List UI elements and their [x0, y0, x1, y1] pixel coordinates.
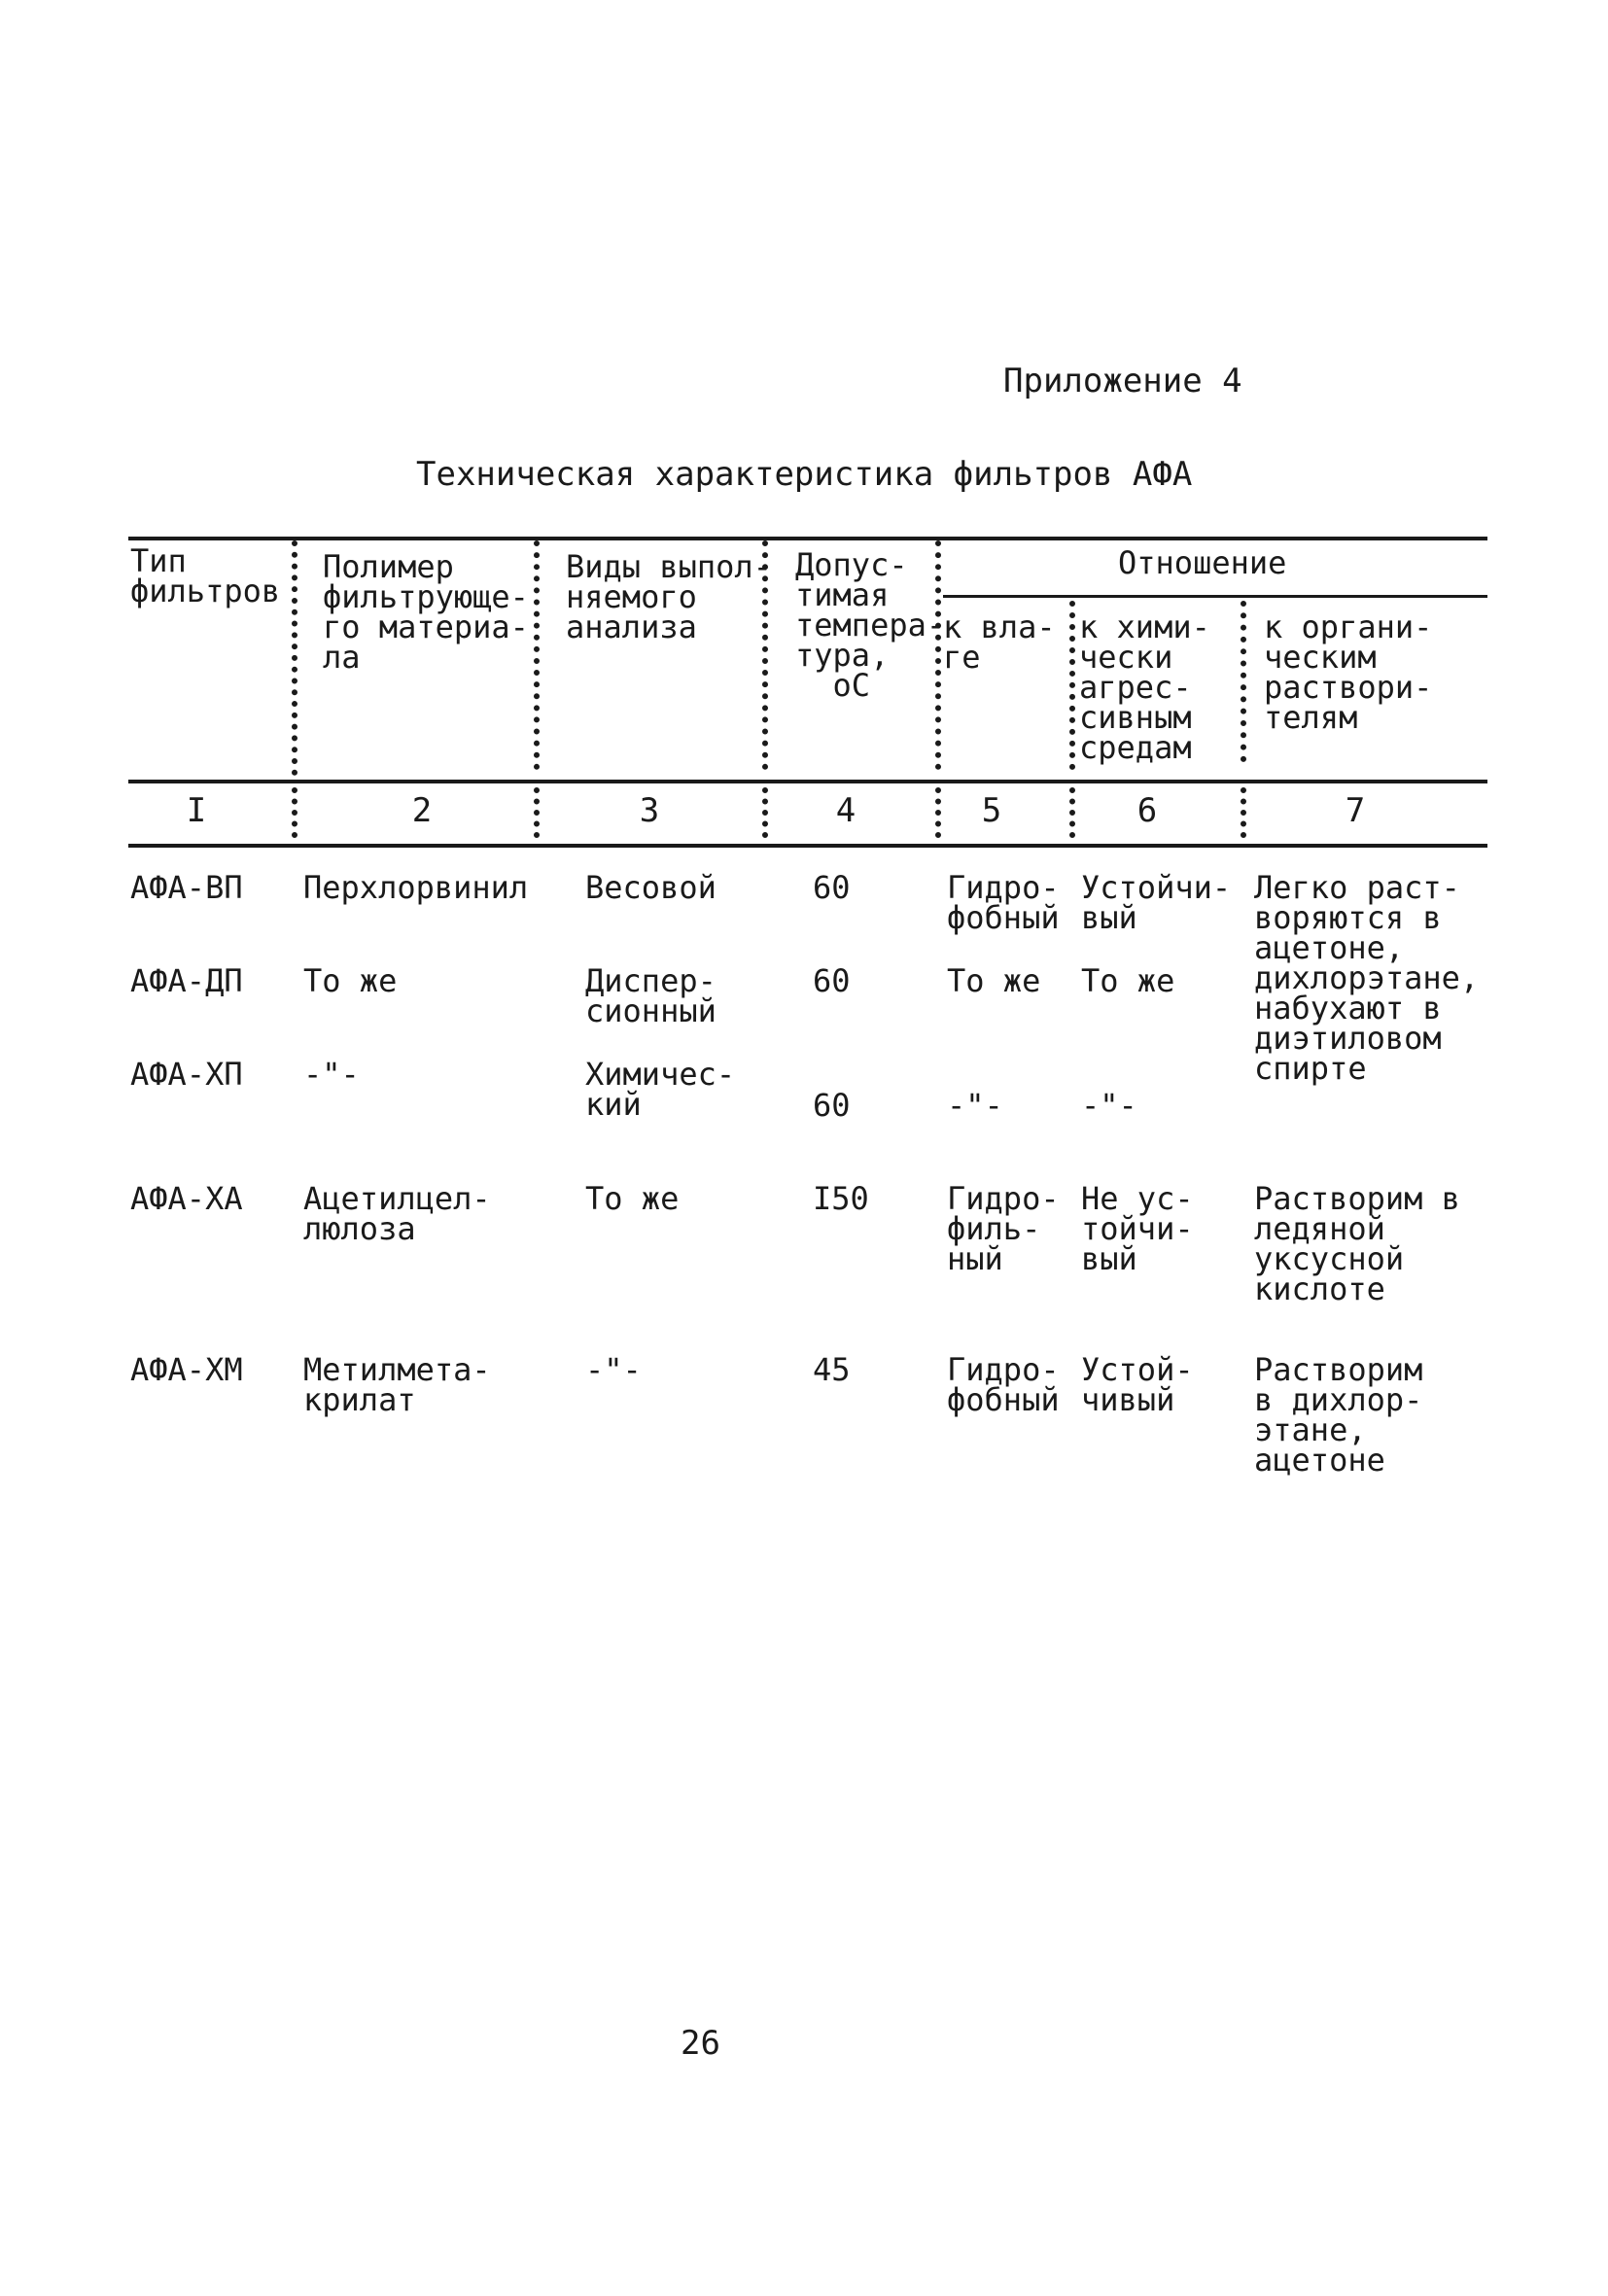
- table-row-vp-moisture: Гидро- фобный: [947, 869, 1060, 936]
- column-number-4: 4: [835, 791, 856, 830]
- num-separator-6: [1241, 787, 1246, 838]
- col-separator-1: [292, 540, 297, 776]
- header-filter-type: Тип фильтров: [130, 542, 281, 609]
- table-row-xa-analysis: То же: [585, 1180, 680, 1217]
- column-number-3: 3: [639, 791, 660, 830]
- table-row-xa-type: АФА-ХА: [130, 1180, 243, 1217]
- header-polymer: Полимер фильтрующе- го материа- ла: [323, 548, 529, 676]
- table-row-vp-type: АФА-ВП: [130, 869, 243, 906]
- num-separator-2: [534, 787, 540, 838]
- table-row-xm-polymer: Метилмета- крилат: [303, 1351, 491, 1418]
- table-row-dp-temperature: 60: [813, 962, 851, 999]
- table-row-xa-chemical: Не ус- тойчи- вый: [1081, 1180, 1194, 1277]
- header-bottom-rule: [128, 780, 1487, 783]
- table-row-xp-temperature: 60: [813, 1087, 851, 1124]
- table-row-xp-polymer: -"-: [303, 1056, 360, 1093]
- table-row-xp-moisture: -"-: [947, 1087, 1003, 1124]
- table-row-vp-polymer: Перхлорвинил: [303, 869, 529, 906]
- table-row-xp-type: АФА-ХП: [130, 1056, 243, 1093]
- table-row-vp-chemical: Устойчи- вый: [1081, 869, 1232, 936]
- table-row-dp-moisture: То же: [947, 962, 1041, 999]
- column-number-7: 7: [1345, 791, 1366, 830]
- header-analysis-type: Виды выпол- няемого анализа: [566, 548, 772, 645]
- table-row-xm-type: АФА-ХМ: [130, 1351, 243, 1388]
- table-row-xa-temperature: I50: [813, 1180, 869, 1217]
- table-row-vp-organic: Легко раст- воряются в ацетоне, дихлорэтане, набухают в диэтиловом спирте: [1254, 869, 1480, 1087]
- table-row-xm-chemical: Устой- чивый: [1081, 1351, 1194, 1418]
- table-row-vp-temperature: 60: [813, 869, 851, 906]
- num-separator-1: [292, 787, 297, 838]
- header-relation-group: Отношение: [1118, 544, 1287, 581]
- table-row-xm-organic: Растворим в дихлор- этане, ацетоне: [1254, 1351, 1423, 1478]
- appendix-label: Приложение 4: [1003, 362, 1242, 400]
- num-separator-3: [762, 787, 768, 838]
- group-header-rule: [943, 595, 1487, 598]
- table-row-vp-analysis: Весовой: [585, 869, 717, 906]
- table-top-rule: [128, 537, 1487, 540]
- header-temperature: Допус- тимая темпера- тура, оС: [795, 546, 946, 704]
- document-title: Техническая характеристика фильтров АФА: [416, 455, 1193, 494]
- table-row-dp-chemical: То же: [1081, 962, 1175, 999]
- table-row-xm-analysis: -"-: [585, 1351, 642, 1388]
- num-separator-4: [935, 787, 941, 838]
- column-number-2: 2: [411, 791, 433, 830]
- table-row-xm-temperature: 45: [813, 1351, 851, 1388]
- numbers-bottom-rule: [128, 844, 1487, 848]
- column-number-5: 5: [981, 791, 1002, 830]
- page-number: 26: [681, 2024, 720, 2063]
- col-separator-6: [1241, 601, 1246, 762]
- table-row-dp-type: АФА-ДП: [130, 962, 243, 999]
- column-number-1: I: [186, 791, 207, 830]
- table-row-dp-polymer: То же: [303, 962, 398, 999]
- table-row-xa-organic: Растворим в ледяной уксусной кислоте: [1254, 1180, 1460, 1307]
- header-moisture: к вла- ге: [943, 609, 1056, 676]
- table-row-xa-polymer: Ацетилцел- люлоза: [303, 1180, 491, 1247]
- header-chemical: к хими- чески агрес- сивным средам: [1079, 609, 1210, 766]
- num-separator-5: [1069, 787, 1075, 838]
- col-separator-2: [534, 540, 540, 770]
- table-row-xa-moisture: Гидро- филь- ный: [947, 1180, 1060, 1277]
- table-row-xm-moisture: Гидро- фобный: [947, 1351, 1060, 1418]
- table-row-xp-chemical: -"-: [1081, 1087, 1137, 1124]
- col-separator-5: [1069, 601, 1075, 770]
- column-number-6: 6: [1136, 791, 1158, 830]
- table-row-dp-analysis: Диспер- сионный: [585, 962, 717, 1029]
- header-organic: к органи- ческим раствори- телям: [1264, 609, 1433, 736]
- table-row-xp-analysis: Химичес- кий: [585, 1056, 736, 1123]
